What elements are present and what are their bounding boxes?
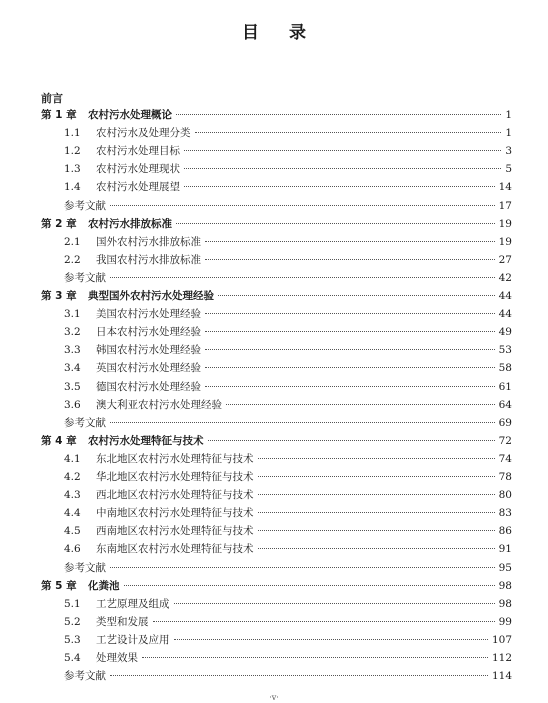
toc-entry-page: 114 (491, 670, 512, 683)
toc-entry-label: 中南地区农村污水处理特征与技术 (96, 507, 254, 520)
title-char-right: 录 (289, 23, 306, 43)
toc-entry-number: 3.5 (64, 380, 81, 393)
dot-leader (258, 494, 495, 495)
toc-entry-ref[interactable] (64, 414, 512, 432)
toc-entry-chapter[interactable] (41, 287, 512, 305)
toc-entry-chapter[interactable] (41, 577, 512, 595)
toc-entry-number: 1.3 (64, 163, 81, 176)
toc-entry-label: 美国农村污水处理经验 (96, 308, 201, 321)
dot-leader (258, 530, 495, 531)
dot-leader (258, 476, 495, 477)
toc-entry-number: 第 4 章 (41, 434, 77, 447)
dot-leader (184, 168, 501, 169)
toc-entry-number: 3.3 (64, 344, 81, 357)
dot-leader (205, 331, 495, 332)
toc-entry-number: 1.2 (64, 145, 81, 158)
dot-leader (258, 512, 495, 513)
toc-entry-section[interactable] (64, 178, 512, 196)
toc-entry-page: 80 (498, 489, 512, 502)
toc-entry-label: 澳大利亚农村污水处理经验 (96, 398, 222, 411)
toc-entry-page: 1 (505, 127, 512, 140)
dot-leader (208, 440, 495, 441)
dot-leader (153, 621, 495, 622)
dot-leader (205, 367, 495, 368)
toc-entry-page: 44 (498, 290, 512, 302)
toc-entry-number: 3.1 (64, 308, 81, 321)
toc-entry-section[interactable] (64, 305, 512, 323)
toc-entry-ref[interactable] (64, 197, 512, 215)
toc-entry-page: 95 (498, 561, 512, 574)
dot-leader (258, 548, 495, 549)
dot-leader (142, 657, 488, 658)
toc-entry-section[interactable] (64, 378, 512, 396)
toc-entry-ref[interactable] (64, 667, 512, 685)
toc-entry-page: 112 (491, 652, 512, 664)
toc-entry-page: 98 (498, 597, 512, 610)
dot-leader (205, 241, 495, 242)
toc-entry-number: 第 2 章 (41, 217, 77, 230)
toc-entry-number: 第 3 章 (41, 290, 77, 302)
dot-leader (124, 585, 495, 586)
toc-entry-label: 英国农村污水处理经验 (96, 362, 201, 375)
toc-entry-page: 78 (498, 471, 512, 483)
toc-entry-section[interactable] (64, 160, 512, 178)
toc-entry-page: 19 (498, 235, 512, 248)
toc-entry-section[interactable] (64, 613, 512, 631)
toc-entry-page: 14 (498, 181, 512, 194)
toc-entry-page: 3 (505, 145, 512, 158)
toc-entry-label: 参考文献 (64, 271, 106, 284)
toc-entry-number: 5.3 (64, 633, 81, 646)
toc-entry-section[interactable] (64, 522, 512, 540)
toc-entry-page: 86 (498, 525, 512, 538)
toc-entry-page: 72 (498, 434, 512, 447)
toc-entry-section[interactable] (64, 468, 512, 486)
toc-entry-label: 农村污水处理展望 (96, 181, 180, 194)
dot-leader (205, 259, 495, 260)
toc-entry-page: 17 (498, 199, 512, 212)
toc-entry-label: 农村污水处理特征与技术 (88, 434, 204, 447)
toc-entry-number: 4.2 (64, 471, 81, 483)
toc-entry-page: 19 (498, 217, 512, 230)
dot-leader (226, 404, 495, 405)
toc-entry-section[interactable] (64, 341, 512, 359)
toc-entry-number: 4.1 (64, 452, 81, 465)
toc-entry-label: 参考文献 (64, 561, 106, 574)
dot-leader (110, 205, 495, 206)
toc-entry-label: 工艺原理及组成 (96, 597, 170, 610)
page-footer: ·v· (269, 693, 279, 702)
toc-entry-number: 第 1 章 (41, 109, 77, 121)
toc-entry-preface[interactable]: 前言 (41, 92, 63, 105)
toc-entry-number: 2.2 (64, 253, 81, 266)
toc-entry-section[interactable] (64, 124, 512, 142)
toc-entry-section[interactable] (64, 450, 512, 468)
toc-entry-label: 工艺设计及应用 (96, 633, 170, 646)
toc-entry-number: 1.1 (64, 127, 81, 140)
toc-entry-ref[interactable] (64, 269, 512, 287)
toc-entry-section[interactable] (64, 251, 512, 269)
toc-entry-chapter[interactable] (41, 106, 512, 124)
toc-entry-section[interactable] (64, 595, 512, 613)
toc-entry-section[interactable] (64, 540, 512, 558)
toc-entry-number: 4.6 (64, 543, 81, 556)
dot-leader (110, 567, 495, 568)
toc-entry-label: 东南地区农村污水处理特征与技术 (96, 543, 254, 556)
dot-leader (205, 349, 495, 350)
toc-entry-label: 我国农村污水排放标准 (96, 253, 201, 266)
toc-entry-label: 西北地区农村污水处理特征与技术 (96, 489, 254, 502)
toc-entry-section[interactable] (64, 504, 512, 522)
toc-entry-label: 西南地区农村污水处理特征与技术 (96, 525, 254, 538)
toc-entry-label: 华北地区农村污水处理特征与技术 (96, 471, 254, 483)
dot-leader (176, 223, 495, 224)
toc-entry-label: 参考文献 (64, 199, 106, 212)
toc-entry-page: 69 (498, 416, 512, 429)
toc-entry-page: 58 (498, 362, 512, 375)
toc-entry-page: 5 (505, 163, 512, 176)
toc-entry-section[interactable] (64, 323, 512, 341)
toc-entry-label: 农村污水处理概论 (88, 109, 172, 121)
toc-entry-number: 1.4 (64, 181, 81, 194)
dot-leader (174, 603, 495, 604)
toc-entry-ref[interactable] (64, 559, 512, 577)
toc-entry-page: 99 (498, 615, 512, 628)
toc-entry-page: 98 (498, 579, 512, 592)
page-title (0, 18, 548, 43)
dot-leader (218, 295, 495, 296)
toc-entry-page: 74 (498, 452, 512, 465)
toc-entry-number: 第 5 章 (41, 579, 77, 592)
toc-entry-page: 83 (498, 507, 512, 520)
toc-entry-page: 42 (498, 271, 512, 284)
toc-entry-chapter[interactable] (41, 215, 512, 233)
dot-leader (205, 386, 495, 387)
dot-leader (195, 132, 502, 133)
toc-entry-page: 1 (505, 109, 512, 121)
toc-entry-number: 5.1 (64, 597, 81, 610)
dot-leader (184, 150, 501, 151)
toc-entry-label: 东北地区农村污水处理特征与技术 (96, 452, 254, 465)
toc-entry-label: 处理效果 (96, 652, 138, 664)
toc-entry-label: 日本农村污水处理经验 (96, 326, 201, 339)
toc-entry-page: 53 (498, 344, 512, 357)
toc-entry-page: 44 (498, 308, 512, 321)
toc-entry-number: 4.4 (64, 507, 81, 520)
toc-entry-page: 49 (498, 326, 512, 339)
toc-entry-page: 64 (498, 398, 512, 411)
dot-leader (110, 277, 495, 278)
toc-entry-label: 韩国农村污水处理经验 (96, 344, 201, 357)
toc-entry-page: 107 (491, 633, 512, 646)
toc-entry-section[interactable] (64, 359, 512, 377)
dot-leader (110, 675, 488, 676)
toc-entry-section[interactable] (64, 142, 512, 160)
toc-entry-section[interactable] (64, 631, 512, 649)
toc-entry-number: 3.2 (64, 326, 81, 339)
toc-entry-label: 农村污水排放标准 (88, 217, 172, 230)
dot-leader (176, 114, 501, 115)
toc-entry-number: 3.4 (64, 362, 81, 375)
toc-entry-label: 参考文献 (64, 416, 106, 429)
toc-entry-label: 典型国外农村污水处理经验 (88, 290, 214, 302)
toc-entry-number: 2.1 (64, 235, 81, 248)
toc-entry-section[interactable] (64, 233, 512, 251)
toc-entry-number: 4.5 (64, 525, 81, 538)
toc-entry-page: 27 (498, 253, 512, 266)
toc-entry-label: 德国农村污水处理经验 (96, 380, 201, 393)
dot-leader (184, 186, 495, 187)
toc-entry-section[interactable] (64, 649, 512, 667)
dot-leader (110, 422, 495, 423)
toc-entry-label: 参考文献 (64, 670, 106, 683)
toc-entry-label: 农村污水及处理分类 (96, 127, 191, 140)
toc-entry-page: 61 (498, 380, 512, 393)
toc-entry-label: 国外农村污水排放标准 (96, 235, 201, 248)
toc-entry-page: 91 (498, 543, 512, 556)
toc-entry-section[interactable] (64, 486, 512, 504)
title-char-left: 目 (242, 23, 259, 43)
toc-entry-number: 4.3 (64, 489, 81, 502)
toc-entry-label: 化粪池 (88, 579, 120, 592)
dot-leader (174, 639, 488, 640)
toc-entry-label: 农村污水处理现状 (96, 163, 180, 176)
toc-entry-number: 5.2 (64, 615, 81, 628)
dot-leader (205, 313, 495, 314)
toc-entry-number: 5.4 (64, 652, 81, 664)
toc-entry-label: 农村污水处理目标 (96, 145, 180, 158)
toc-entry-chapter[interactable] (41, 432, 512, 450)
dot-leader (258, 458, 495, 459)
toc-entry-label: 类型和发展 (96, 615, 149, 628)
toc-entry-section[interactable] (64, 396, 512, 414)
toc-entry-number: 3.6 (64, 398, 81, 411)
